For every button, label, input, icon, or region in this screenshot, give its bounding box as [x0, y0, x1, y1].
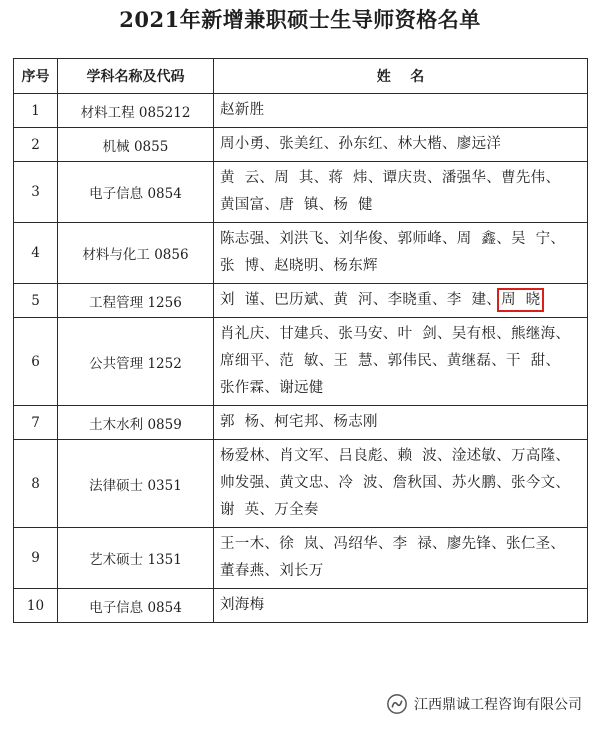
names-line: 王一木、徐 岚、冯绍华、李 禄、廖先锋、张仁圣、	[220, 536, 566, 552]
names-line: 董春燕、刘长万	[220, 563, 324, 579]
row-subject: 工程管理 1256	[58, 284, 214, 318]
row-names	[214, 440, 588, 528]
row-subject: 公共管理 1252	[58, 318, 214, 406]
watermark-text: 江西鼎诚工程咨询有限公司	[414, 697, 582, 713]
row-seq: 8	[14, 440, 58, 528]
row-subject: 艺术硕士 1351	[58, 528, 214, 589]
row-seq: 3	[14, 162, 58, 223]
table-row	[14, 284, 588, 318]
names-line: 赵新胜	[220, 102, 265, 118]
table-row	[14, 223, 588, 284]
row-names	[214, 94, 588, 128]
wechat-official-account-icon	[386, 693, 408, 715]
supervisor-table	[13, 58, 588, 623]
row-seq: 9	[14, 528, 58, 589]
row-names	[214, 128, 588, 162]
names-line: 张 博、赵晓明、杨东辉	[220, 258, 378, 274]
names-line: 张作霖、谢远健	[220, 380, 324, 396]
table-row	[14, 128, 588, 162]
row-subject: 电子信息 0854	[58, 162, 214, 223]
row-names	[214, 318, 588, 406]
row-seq: 2	[14, 128, 58, 162]
row-names	[214, 589, 588, 623]
table-row	[14, 94, 588, 128]
row-seq: 7	[14, 406, 58, 440]
row-names	[214, 284, 588, 318]
names-line: 杨爱林、肖文军、吕良彪、赖 波、淦述敏、万高隆、	[220, 448, 571, 464]
names-line: 郭 杨、柯宅邦、杨志刚	[220, 414, 378, 430]
table-row	[14, 406, 588, 440]
row-subject: 机械 0855	[58, 128, 214, 162]
row-names	[214, 528, 588, 589]
table-row	[14, 589, 588, 623]
table-row	[14, 318, 588, 406]
header-subject: 学科名称及代码	[58, 59, 214, 94]
names-line: 刘海梅	[220, 597, 265, 613]
row-seq: 6	[14, 318, 58, 406]
row-seq: 1	[14, 94, 58, 128]
highlighted-name: 周 晓	[501, 292, 541, 308]
watermark	[382, 693, 586, 715]
names-line: 陈志强、刘洪飞、刘华俊、郭师峰、周 鑫、吴 宁、	[220, 231, 566, 247]
row-subject: 电子信息 0854	[58, 589, 214, 623]
table-row	[14, 162, 588, 223]
header-names: 姓 名	[214, 59, 588, 94]
names-line: 肖礼庆、甘建兵、张马安、叶 剑、吴有根、熊继海、	[220, 326, 571, 342]
names-line: 刘 谨、巴历斌、黄 河、李晓重、李 建、	[220, 292, 502, 308]
row-seq: 4	[14, 223, 58, 284]
names-line: 黄国富、唐 镇、杨 健	[220, 197, 373, 213]
row-names	[214, 223, 588, 284]
row-seq: 10	[14, 589, 58, 623]
row-subject: 材料与化工 0856	[58, 223, 214, 284]
row-names	[214, 406, 588, 440]
names-line: 黄 云、周 其、蒋 炜、谭庆贵、潘强华、曹先伟、	[220, 170, 561, 186]
names-line: 周小勇、张美红、孙东红、林大楷、廖远洋	[220, 136, 502, 152]
names-line: 帅发强、黄文忠、冷 波、詹秋国、苏火鹏、张今文、	[220, 475, 571, 491]
row-subject: 材料工程 085212	[58, 94, 214, 128]
table-row	[14, 440, 588, 528]
row-names	[214, 162, 588, 223]
header-row	[14, 59, 588, 94]
document-title: 2021年新增兼职硕士生导师资格名单	[119, 7, 481, 32]
names-line: 席细平、范 敏、王 慧、郭伟民、黄继磊、干 甜、	[220, 353, 561, 369]
row-subject: 土木水利 0859	[58, 406, 214, 440]
names-line: 谢 英、万全奏	[220, 502, 319, 518]
header-seq: 序号	[14, 59, 58, 94]
table-row	[14, 528, 588, 589]
row-seq: 5	[14, 284, 58, 318]
row-subject: 法律硕士 0351	[58, 440, 214, 528]
